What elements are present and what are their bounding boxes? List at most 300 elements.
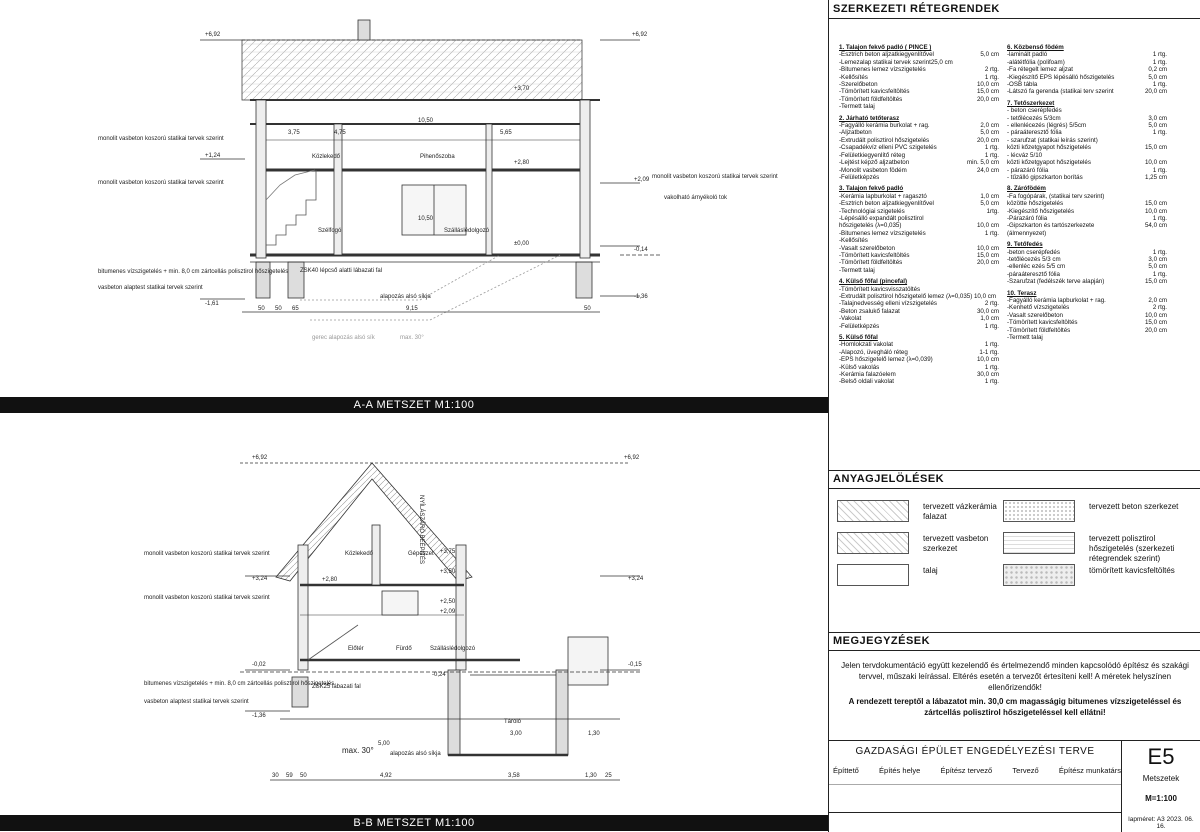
layers-section — [829, 0, 1200, 471]
layer-name: -Kiegészítő hőszigetelés — [1007, 207, 1075, 215]
bb-misc-1: ZSK25 lábazati fal — [312, 684, 361, 690]
layer-thickness: 54,0 cm — [1144, 222, 1167, 230]
bb-note-left-2: monolit vasbeton koszorú statikai tervek szerint — [144, 595, 270, 601]
layer-row — [839, 293, 999, 300]
aa-level-6: -1,36 — [634, 294, 648, 300]
layer-row — [839, 222, 999, 229]
layer-thickness: 10,0 cm — [1144, 159, 1167, 167]
layer-group-title: 3. Talajon fekvő padló — [839, 185, 904, 193]
layer-thickness: 15,0 cm — [1144, 319, 1167, 327]
layer-thickness: 2 rtg. — [984, 66, 999, 74]
bb-level-2: +6,92 — [624, 455, 640, 461]
layer-thickness: 15,0 cm — [976, 251, 999, 259]
material-label: tervezett polisztirol hőszigetelés (szerkezeti rétegrendek szerint) — [1089, 534, 1175, 563]
layer-row — [839, 159, 999, 166]
role-label: Építtető — [833, 766, 859, 775]
material-label: tömörített kavicsfeltöltés — [1089, 566, 1175, 575]
layer-row — [1007, 304, 1167, 311]
bb-level-1: +6,92 — [252, 455, 268, 461]
aa-level-8: ±0,00 — [514, 241, 529, 247]
layer-thickness: 1 rtg. — [984, 322, 999, 330]
role-label: Építés helye — [879, 766, 921, 775]
material-label: talaj — [923, 566, 938, 575]
layer-thickness: 2,0 cm — [980, 122, 999, 130]
bb-dim-5: 3,58 — [508, 773, 520, 779]
notes-heading: MEGJEGYZÉSEK — [829, 632, 1200, 651]
layer-thickness: 5,0 cm — [980, 200, 999, 208]
bb-level-5: -0,02 — [252, 662, 266, 668]
layer-name: -laminált padló — [1007, 51, 1048, 59]
materials-section — [829, 470, 1200, 633]
bb-level-7: -1,36 — [252, 713, 266, 719]
layer-thickness: 1 rtg. — [1152, 248, 1167, 256]
aa-misc-4: max. 30° — [400, 335, 424, 341]
layer-thickness: 1 rtg. — [1152, 214, 1167, 222]
bb-note-left-3: bitumenes vízszigetelés + min. 8,0 cm zártcellás polisztirol hőszigetelés — [144, 681, 335, 687]
layer-thickness: 1 rtg. — [1152, 81, 1167, 89]
layer-row — [839, 122, 999, 129]
layer-thickness: 1 rtg. — [984, 229, 999, 237]
layer-row — [1007, 107, 1167, 114]
aa-dim-7: 4,75 — [334, 130, 346, 136]
layer-row — [839, 259, 999, 266]
layer-thickness: 20,0 cm — [1144, 326, 1167, 334]
layer-name: -páraáteresztő fólia — [1007, 270, 1060, 278]
layer-name: -Kiegészítő EPS lépésálló hőszigetelés — [1007, 73, 1115, 81]
layer-row — [1007, 88, 1167, 95]
layer-name: -Párazáró fólia — [1007, 214, 1048, 222]
layer-thickness: 10,0 cm — [976, 356, 999, 364]
layer-group-title: 6. Közbenső födém — [1007, 44, 1064, 51]
layer-name: -Alapozó, üvegháló réteg — [839, 348, 908, 356]
layer-thickness: 1 rtg. — [1152, 166, 1167, 174]
layer-name: -Kerámia falazóelem — [839, 371, 896, 379]
layer-row — [839, 144, 999, 151]
layer-name: - páraáteresztő fólia — [1007, 129, 1062, 137]
layer-group-title: 9. Tetőfedés — [1007, 241, 1043, 249]
layer-row — [1007, 200, 1167, 207]
layer-row — [1007, 167, 1167, 174]
layer-row — [839, 341, 999, 348]
layer-name: -Szarufzat (fedélszék terve alapján) — [1007, 278, 1105, 286]
layer-name: -Látszó fa gerenda (statikai terv szerint — [1007, 88, 1114, 96]
layer-name: közti kőzetgyapot hőszigetelés — [1007, 159, 1091, 167]
layer-row — [1007, 256, 1167, 263]
layer-group-title: 10. Terasz — [1007, 289, 1037, 297]
aa-dim-8: 10,50 — [418, 118, 434, 124]
layer-name: - tűzálló gipszkarton borítás — [1007, 173, 1083, 181]
layer-row — [839, 349, 999, 356]
material-label: tervezett beton szerkezet — [1089, 502, 1179, 511]
project-title: GAZDASÁGI ÉPÜLET ENGEDÉLYEZÉSI TERVE — [855, 746, 1095, 757]
layer-thickness: 2,0 cm — [1148, 297, 1167, 304]
layer-name: -Tömörített földfeltöltés — [1007, 326, 1071, 334]
layer-row — [1007, 230, 1167, 237]
legend-panel — [828, 0, 1200, 832]
bb-level-6: -0,15 — [628, 662, 642, 668]
aa-dim-5: 50 — [584, 306, 591, 312]
layer-row — [1007, 122, 1167, 129]
aa-dim-3: 65 — [292, 306, 299, 312]
aa-note-left-3: bitumenes vízszigetelés + min. 8,0 cm zártcellás polisztirol hőszigetelés — [98, 269, 289, 275]
layer-row — [1007, 327, 1167, 334]
layer-row — [839, 286, 999, 293]
layer-name: -Fa rétegelt lemez aljzat — [1007, 66, 1074, 74]
layer-row — [839, 74, 999, 81]
roles-row — [833, 766, 1121, 775]
layer-name: -Termett talaj — [839, 103, 875, 111]
layer-name: -Beton zsalukő falazat — [839, 307, 900, 315]
layer-row — [1007, 74, 1167, 81]
layer-row — [839, 378, 999, 385]
aa-note-left-4: vasbeton alaptest statikai tervek szerint — [98, 285, 203, 291]
layer-thickness: 1rtg. — [986, 207, 999, 215]
layer-thickness: 10,0 cm — [976, 244, 999, 252]
layer-thickness: 30,0 cm — [976, 371, 999, 379]
bb-room-4: Fürdő — [396, 646, 412, 652]
layer-thickness: 20,0 cm — [976, 136, 999, 144]
layer-name: -Tömörített kavicsfeltöltés — [839, 251, 910, 259]
layer-name: közti kőzetgyapot hőszigetelés — [1007, 144, 1091, 152]
layer-name: -Felületképzés — [839, 322, 880, 330]
material-label: tervezett vázkerámia falazat — [923, 502, 997, 521]
layer-name: -Felületképzés — [839, 173, 880, 181]
layer-row — [839, 88, 999, 95]
layer-row — [839, 174, 999, 181]
layer-group-title: 4. Külső főfal (pincefal) — [839, 278, 908, 286]
layer-name: -Tömörített kavicsfeltöltés — [839, 88, 910, 96]
bb-section-drawing — [0, 415, 828, 815]
layer-row — [1007, 297, 1167, 304]
layer-row — [839, 208, 999, 215]
layer-name: -Extrudált polisztirol hőszigetelés — [839, 136, 930, 144]
layer-thickness: 1 rtg. — [1152, 129, 1167, 137]
aa-misc-3: gerec alapozás alsó sík — [312, 335, 375, 341]
layer-name: -Vakolat — [839, 315, 862, 323]
layer-name: -Lejtést képző aljzatbeton — [839, 159, 910, 167]
material-swatch — [837, 564, 909, 586]
material-swatch — [1003, 500, 1075, 522]
layer-thickness: 1,25 cm — [1144, 173, 1167, 181]
layer-thickness: 3,0 cm — [1148, 255, 1167, 263]
aa-dim-6: 3,75 — [288, 130, 300, 136]
layer-name: -Technológiai szigetelés — [839, 207, 905, 215]
layer-row — [839, 237, 999, 244]
layer-row — [839, 308, 999, 315]
aa-note-left-2: monolit vasbeton koszorú statikai tervek szerint — [98, 180, 224, 186]
role-label: Építész tervező — [940, 766, 993, 775]
layer-name: - beton cserépfedés — [1007, 107, 1062, 115]
layer-name: -Vasalt szerelőbeton — [1007, 311, 1063, 319]
layer-thickness: 1,0 cm — [980, 192, 999, 200]
layer-row — [839, 66, 999, 73]
layer-row — [1007, 59, 1167, 66]
layer-name: -Felületkiegyenlítő réteg — [839, 151, 906, 159]
aa-misc-1: ZSK40 lépcső alatti lábazati fal — [300, 268, 383, 274]
aa-room-4: Szálláslédolgozó — [444, 228, 490, 234]
material-swatch — [1003, 564, 1075, 586]
bb-room-1: Közlekedő — [345, 551, 374, 557]
layer-row — [1007, 193, 1167, 200]
bb-dim-2: 59 — [286, 773, 293, 779]
layer-row — [1007, 115, 1167, 122]
layer-thickness: 1 rtg. — [984, 73, 999, 81]
bb-section-title: B-B METSZET M1:100 — [0, 815, 828, 831]
aa-dim-1: 50 — [258, 306, 265, 312]
layer-name: -Kerámia lapburkolat + ragasztó — [839, 192, 927, 200]
layer-name: -Bitumenes lemez vízszigetelés — [839, 229, 926, 237]
aa-level-10: +3,70 — [514, 86, 530, 92]
layer-name: -Esztrich beton aljzatkiegyenlítővel — [839, 51, 934, 59]
layer-row — [839, 51, 999, 58]
layer-name: - szarufzat (statikai leírás szerint) — [1007, 136, 1098, 144]
layer-thickness: 30,0 cm — [976, 307, 999, 315]
layer-row — [839, 356, 999, 363]
layer-row — [839, 200, 999, 207]
layer-row — [1007, 152, 1167, 159]
layer-name: -Bitumenes lemez vízszigetelés — [839, 66, 926, 74]
layer-thickness: 5,0 cm — [1148, 263, 1167, 271]
layer-name: -Termett talaj — [839, 266, 875, 274]
aa-level-4: +2,09 — [634, 177, 650, 183]
aa-level-9: +2,80 — [514, 160, 530, 166]
sheet-footer: lapméret: A3 2023. 06. 16. — [1128, 816, 1194, 830]
aa-level-7: -1,61 — [205, 301, 219, 307]
layer-thickness: 20,0 cm — [1144, 88, 1167, 96]
bb-dim-3: 50 — [300, 773, 307, 779]
layer-thickness: 10,0 cm — [976, 222, 999, 230]
title-block — [829, 740, 1200, 832]
bb-dim-9: 3,00 — [510, 731, 522, 737]
layer-row — [1007, 159, 1167, 166]
layer-name: -EPS hőszigetelő lemez (λ=0,039) — [839, 356, 933, 364]
layer-row — [839, 267, 999, 274]
layer-thickness: min. 5,0 cm — [967, 159, 999, 167]
layer-row — [1007, 278, 1167, 285]
role-label: Tervező — [1012, 766, 1039, 775]
layers-col-right — [1007, 40, 1167, 341]
bb-misc-3: max. 30° — [342, 746, 374, 755]
layer-thickness: 15,0 cm — [1144, 200, 1167, 208]
layer-name: -Talajnedvesség elleni vízszigetelés — [839, 300, 938, 308]
bb-level-3: +3,24 — [252, 576, 268, 582]
layer-name: -alátétfólia (polifoam) — [1007, 58, 1065, 66]
layer-row — [1007, 222, 1167, 229]
layer-thickness: 1 rtg. — [984, 151, 999, 159]
aa-dim-4: 9,15 — [406, 306, 418, 312]
layer-row — [839, 371, 999, 378]
layer-thickness: 1 rtg. — [984, 341, 999, 349]
bb-dim-6: 1,30 — [585, 773, 597, 779]
layer-thickness: 0,2 cm — [1148, 66, 1167, 74]
layers-col-left — [839, 40, 999, 386]
layer-thickness: 20,0 cm — [976, 95, 999, 103]
materials-heading: ANYAGJELÖLÉSEK — [829, 470, 1200, 489]
sheet-name: Metszetek — [1142, 774, 1180, 783]
aa-level-1: +6,92 — [205, 32, 221, 38]
layer-row — [1007, 249, 1167, 256]
bb-dim-10: 1,30 — [588, 731, 600, 737]
layer-name: -Tömörített földfeltöltés — [839, 259, 903, 267]
layer-name: -Termett talaj — [1007, 334, 1043, 342]
layer-name: -Szerelőbeton — [839, 81, 878, 89]
layer-row — [1007, 51, 1167, 58]
bb-level-10: +3,75 — [440, 549, 456, 555]
layer-thickness: 1 rtg. — [1152, 270, 1167, 278]
aa-note-left-1: monolit vasbeton koszorú statikai tervek szerint — [98, 136, 224, 142]
layer-name: - lécváz 5/10 — [1007, 151, 1043, 159]
layer-row — [839, 300, 999, 307]
layer-row — [1007, 144, 1167, 151]
bb-dim-7: 25 — [605, 773, 612, 779]
layer-row — [1007, 66, 1167, 73]
layer-thickness: 1 rtg. — [1152, 51, 1167, 59]
aa-room-3: Szélfogó — [318, 228, 342, 234]
layer-name: -tetőlécezés 5/3 cm — [1007, 255, 1061, 263]
layer-row — [839, 167, 999, 174]
bb-level-9: +2,80 — [322, 577, 338, 583]
layer-name: -Tömörített földfeltöltés — [839, 95, 903, 103]
layer-thickness: 15,0 cm — [976, 88, 999, 96]
aa-section-drawing — [0, 0, 828, 400]
layer-thickness: 5,0 cm — [1148, 122, 1167, 130]
bb-level-13: +2,50 — [440, 599, 456, 605]
layer-name: -Homlokzati vakolat — [839, 341, 893, 349]
sheet-number: E5 — [1147, 744, 1175, 769]
aa-misc-2: alapozás alsó síkja — [380, 294, 431, 300]
layer-row — [1007, 271, 1167, 278]
layer-row — [839, 152, 999, 159]
layer-row — [839, 323, 999, 330]
layer-thickness: 24,0 cm — [976, 166, 999, 174]
layer-group-title: 8. Zárófödém — [1007, 185, 1046, 193]
layer-row — [839, 245, 999, 252]
layer-row — [839, 129, 999, 136]
material-swatch — [837, 532, 909, 554]
layers-heading: SZERKEZETI RÉTEGRENDEK — [829, 0, 1200, 19]
layer-row — [839, 137, 999, 144]
layer-name: -Kellősítés — [839, 73, 868, 81]
layer-name: -Lemezalap statikai tervek szerint25,0 cm — [839, 58, 953, 66]
bb-note-left-1: monolit vasbeton koszorú statikai tervek szerint — [144, 551, 270, 557]
layer-name: -ellenléc ezés 5/5 cm — [1007, 263, 1066, 271]
layer-name: -Lépésálló expandált polisztirol — [839, 214, 924, 222]
bb-level-12: +2,09 — [440, 609, 456, 615]
layer-name: -Fagyálló kerámia burkolat + rag. — [839, 122, 930, 130]
layer-thickness: 2 rtg. — [1152, 304, 1167, 312]
layer-name: - párazáró fólia — [1007, 166, 1049, 174]
layer-name: -Extrudált polisztirol hőszigetelő lemez (λ=0,035) 10,0 cm — [839, 293, 996, 300]
layer-name: -Belső oldali vakolat — [839, 378, 895, 386]
layer-name: -Tömörített kavicsfeltöltés — [1007, 319, 1078, 327]
aa-room-1: Közlekedő — [312, 154, 341, 160]
notes-text: Jelen tervdokumentáció együtt kezelendő és értelmezendő minden kapcsolódó építész és szakági tervvel, műszaki leírással. Eltérés esetén a tervezőt értesíteni kell! A méretek helyszínen ellenőrizendők! — [841, 661, 1189, 692]
layer-name: - tetőlécezés 5/3cm — [1007, 114, 1061, 122]
layer-row — [1007, 319, 1167, 326]
layer-name: -Külső vakolás — [839, 363, 880, 371]
layer-name: -OSB tábla — [1007, 81, 1038, 89]
aa-room-2: Pihenőszoba — [420, 154, 455, 160]
layer-name: -Csapadékvíz elleni PVC szigetelés — [839, 144, 937, 152]
bb-level-4: +3,24 — [628, 576, 644, 582]
layer-row — [839, 364, 999, 371]
layer-name: -Tömörített kavicsvisszatöltés — [839, 285, 921, 293]
layer-thickness: 10,0 cm — [1144, 311, 1167, 319]
bb-label-1: NYÍLÁSZÁRÓ BEÉPÍTÉS — [418, 495, 424, 565]
aa-note-right-1: monolit vasbeton koszorú statikai tervek szerint — [652, 174, 778, 180]
aa-dim-2: 50 — [275, 306, 282, 312]
layer-row — [1007, 208, 1167, 215]
bb-dim-1: 30 — [272, 773, 279, 779]
material-label: tervezett vasbeton szerkezet — [923, 534, 989, 553]
layer-row — [839, 252, 999, 259]
layer-name: hőszigetelés (λ=0,035) — [839, 222, 902, 230]
sheet-scale: M=1:100 — [1145, 794, 1177, 803]
layer-row — [1007, 334, 1167, 341]
layer-name: -Kenhető vízszigetelés — [1007, 304, 1070, 312]
layer-name: (álmennyezet) — [1007, 229, 1047, 237]
layer-group-title: 7. Tetőszerkezet — [1007, 99, 1055, 107]
layer-name: -Aljzatbeton — [839, 129, 872, 137]
layer-thickness: 15,0 cm — [1144, 278, 1167, 286]
layer-row — [839, 230, 999, 237]
layer-group-title: 5. Külső főfal — [839, 334, 878, 342]
layer-thickness: 1,0 cm — [980, 315, 999, 323]
layer-row — [839, 315, 999, 322]
layer-name: -beton cserépfedés — [1007, 248, 1060, 256]
aa-note-right-2: vakolható árnyékoló tok — [664, 195, 728, 201]
layer-thickness: 1 rtg. — [1152, 58, 1167, 66]
layer-thickness: 5,0 cm — [980, 129, 999, 137]
bb-level-11: +3,50 — [440, 569, 456, 575]
layer-row — [1007, 312, 1167, 319]
layer-name: -Gipszkarton és tartószerkezete — [1007, 222, 1095, 230]
layer-thickness: 2 rtg. — [984, 300, 999, 308]
layer-row — [839, 81, 999, 88]
aa-level-5: -0,14 — [634, 247, 648, 253]
bb-misc-2: alapozás alsó síkja — [390, 751, 441, 757]
layer-thickness: 10,0 cm — [1144, 207, 1167, 215]
layer-group-title: 2. Járható tetőterasz — [839, 114, 900, 122]
material-swatch — [837, 500, 909, 522]
layer-thickness: 1 rtg. — [984, 144, 999, 152]
layer-name: -Fagyálló kerámia lapburkolat + rag. — [1007, 297, 1106, 304]
bb-room-2: Gépészet — [408, 551, 434, 557]
layer-thickness: 10,0 cm — [976, 81, 999, 89]
bb-room-5: Szálláslédolgozó — [430, 646, 476, 652]
aa-dim-9: 5,65 — [500, 130, 512, 136]
layer-thickness: 5,0 cm — [1148, 73, 1167, 81]
layer-row — [1007, 215, 1167, 222]
layer-row — [839, 103, 999, 110]
material-swatch — [1003, 532, 1075, 554]
aa-dim-10: 10,50 — [418, 216, 434, 222]
layer-row — [839, 59, 999, 66]
bb-dim-4: 4,92 — [380, 773, 392, 779]
bb-note-left-4: vasbeton alaptest statikai tervek szerint — [144, 699, 249, 705]
bb-level-8: -0,24 — [432, 672, 446, 678]
layer-thickness: 1-1 rtg. — [979, 348, 999, 356]
notes-bold: A rendezett tereptől a lábazatot min. 30,0 cm magasságig bitumenes vízszigeteléssel és zártcellás polisztirol hőszigeteléssel kell ellátni! — [848, 697, 1182, 717]
layer-row — [1007, 129, 1167, 136]
layer-name: -Esztrich beton aljzatkiegyenlítővel — [839, 200, 934, 208]
layer-thickness: 20,0 cm — [976, 259, 999, 267]
layer-name: - ellenlécezés (légrés) 5/5cm — [1007, 122, 1087, 130]
role-label: Építész munkatárs — [1058, 766, 1121, 775]
layer-row — [839, 215, 999, 222]
layer-name: -Fa fogópárak, (statikai terv szerint) — [1007, 192, 1105, 200]
layer-thickness: 15,0 cm — [1144, 144, 1167, 152]
